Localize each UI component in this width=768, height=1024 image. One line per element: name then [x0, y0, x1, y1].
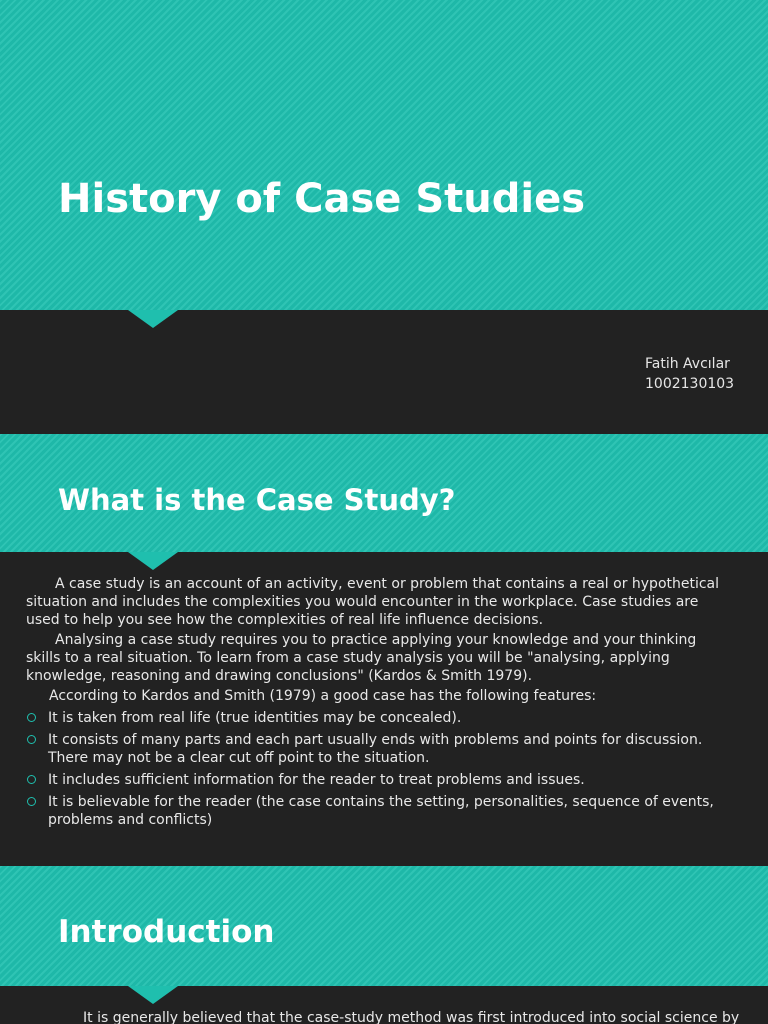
- header-notch: [128, 986, 178, 1004]
- paragraph: According to Kardos and Smith (1979) a good case has the following features:: [49, 688, 597, 704]
- list-item-text: It consists of many parts and each part usually ends with problems and points for discussion. There may not be a clear cut off point to the situation.: [48, 732, 703, 766]
- title-slide-header: [0, 0, 768, 310]
- circle-bullet-icon: [27, 775, 36, 784]
- paragraph: Analysing a case study requires you to practice applying your knowledge and your thinking skills to a real situation. To learn from a case study analysis you will be "analysing, applying knowledge, reasoning and drawing conclusions" (Kardos & Smith 1979).: [26, 632, 697, 684]
- circle-bullet-icon: [27, 713, 36, 722]
- features-list: [26, 709, 726, 829]
- header-notch: [128, 310, 178, 328]
- list-item: [26, 731, 726, 767]
- header-notch: [128, 552, 178, 570]
- introduction-text: It is generally believed that the case-study method was first introduced into social science by: [83, 1010, 740, 1024]
- slide-title-history: History of Case Studies: [58, 176, 586, 222]
- author-block: [645, 354, 734, 394]
- list-item: [26, 793, 726, 829]
- case-study-content: [26, 575, 726, 833]
- list-item-text: It is believable for the reader (the case contains the setting, personalities, sequence of events, problems and conflicts): [48, 794, 714, 828]
- circle-bullet-icon: [27, 735, 36, 744]
- author-name: Fatih Avcılar: [645, 356, 730, 372]
- paragraph: A case study is an account of an activity, event or problem that contains a real or hypothetical situation and includes the complexities you would encounter in the workplace. Case studies are used to help you see how the complexities of real life influence decisions.: [26, 576, 720, 628]
- slide-title-introduction: Introduction: [58, 914, 275, 950]
- list-item-text: It includes sufficient information for the reader to treat problems and issues.: [48, 772, 585, 788]
- circle-bullet-icon: [27, 797, 36, 806]
- list-item: [26, 709, 726, 727]
- slide-title-what-is-case-study: What is the Case Study?: [58, 483, 456, 517]
- list-item: [26, 771, 726, 789]
- student-id: 1002130103: [645, 376, 735, 392]
- list-item-text: It is taken from real life (true identities may be concealed).: [48, 710, 462, 726]
